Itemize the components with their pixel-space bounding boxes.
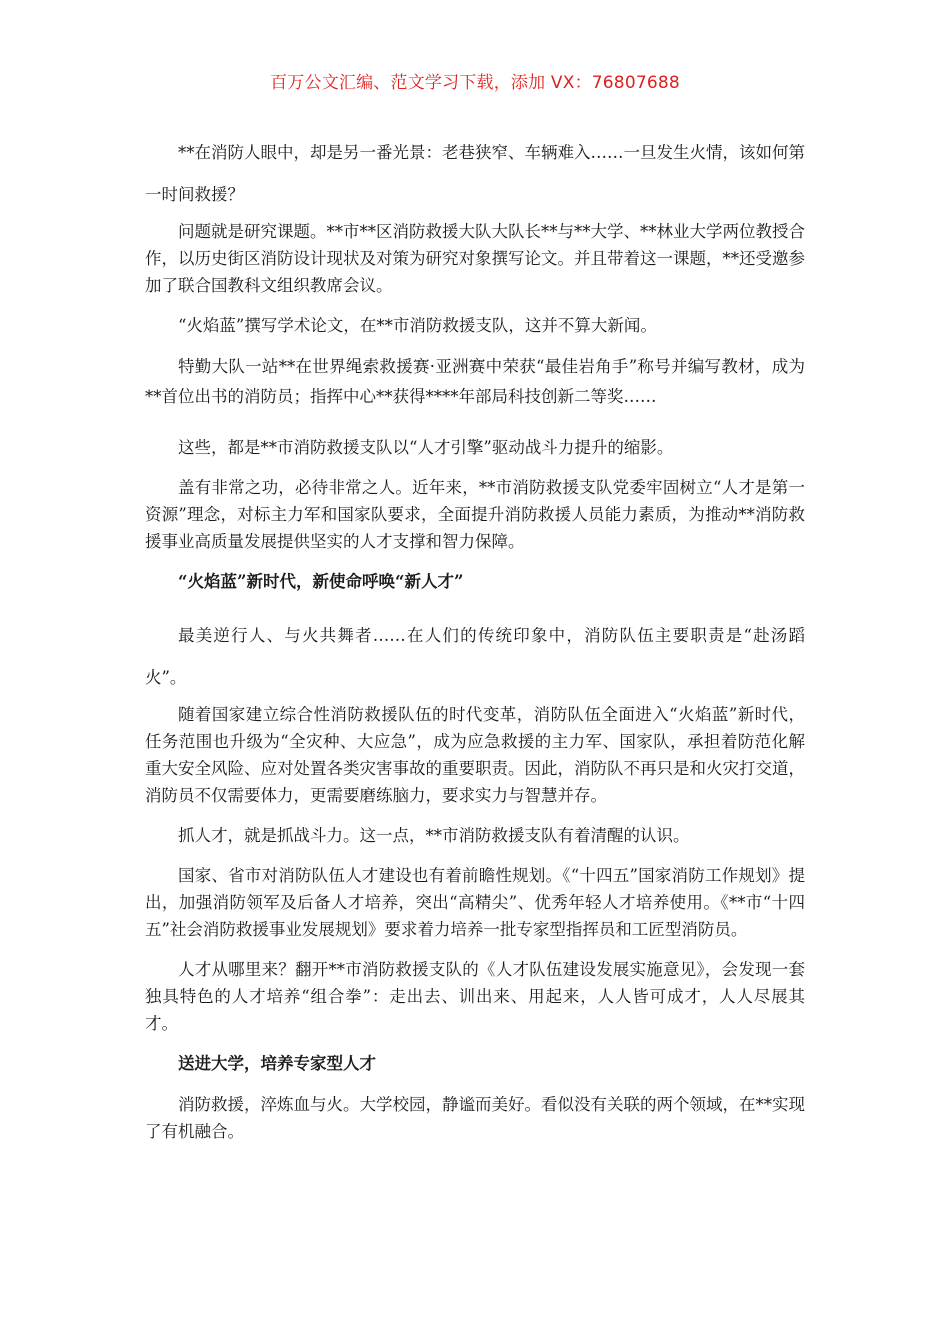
section-heading: “火焰蓝”新时代，新使命呼唤“新人才” <box>178 572 464 591</box>
paragraph: 盖有非常之功，必待非常之人。近年来，**市消防救援支队党委牢固树立“人才是第一资源”理念，对标主力军和国家队要求，全面提升消防救援人员能力素质，为推动**消防救援事业高质量发展提供坚实的人才支撑和智力保障。 <box>145 478 805 551</box>
paragraph: **在消防人眼中，却是另一番光景：老巷狭窄、车辆难入……一旦发生火情，该如何第一时间救援？ <box>145 143 805 204</box>
page-header-banner: 百万公文汇编、范文学习下载，添加 VX：76807688 <box>270 73 680 93</box>
section-heading: 送进大学，培养专家型人才 <box>178 1054 376 1073</box>
paragraph: 特勤大队一站**在世界绳索救援赛·亚洲赛中荣获“最佳岩角手”称号并编写教材，成为**首位出书的消防员；指挥中心**获得****年部局科技创新二等奖…… <box>145 357 805 406</box>
paragraph: 最美逆行人、与火共舞者……在人们的传统印象中，消防队伍主要职责是“赴汤蹈火”。 <box>145 626 805 687</box>
paragraph: 这些，都是**市消防救援支队以“人才引擎”驱动战斗力提升的缩影。 <box>178 438 674 457</box>
paragraph: 国家、省市对消防队伍人才建设也有着前瞻性规划。《“十四五”国家消防工作规划》提出，加强消防领军及后备人才培养，突出“高精尖”、优秀年轻人才培养使用。《**市“十四五”社会消防救援事业发展规划》要求着力培养一批专家型指挥员和工匠型消防员。 <box>145 866 805 939</box>
paragraph: “火焰蓝”撰写学术论文，在**市消防救援支队，这并不算大新闻。 <box>178 316 657 335</box>
paragraph: 问题就是研究课题。**市**区消防救援大队大队长**与**大学、**林业大学两位教授合作，以历史街区消防设计现状及对策为研究对象撰写论文。并且带着这一课题，**还受邀参加了联合国教科文组织教席会议。 <box>145 222 805 295</box>
paragraph: 消防救援，淬炼血与火。大学校园，静谧而美好。看似没有关联的两个领域，在**实现了有机融合。 <box>145 1095 805 1141</box>
paragraph: 随着国家建立综合性消防救援队伍的时代变革，消防队伍全面进入“火焰蓝”新时代，任务范围也升级为“全灾种、大应急”，成为应急救援的主力军、国家队，承担着防范化解重大安全风险、应对处置各类灾害事故的重要职责。因此，消防队不再只是和火灾打交道，消防员不仅需要体力，更需要磨练脑力，要求实力与智慧并存。 <box>145 705 805 805</box>
article-body <box>145 136 805 1158</box>
paragraph: 人才从哪里来？翻开**市消防救援支队的《人才队伍建设发展实施意见》，会发现一套独具特色的人才培养“组合拳”：走出去、训出来、用起来，人人皆可成才，人人尽展其才。 <box>145 960 805 1033</box>
paragraph: 抓人才，就是抓战斗力。这一点，**市消防救援支队有着清醒的认识。 <box>178 826 690 845</box>
